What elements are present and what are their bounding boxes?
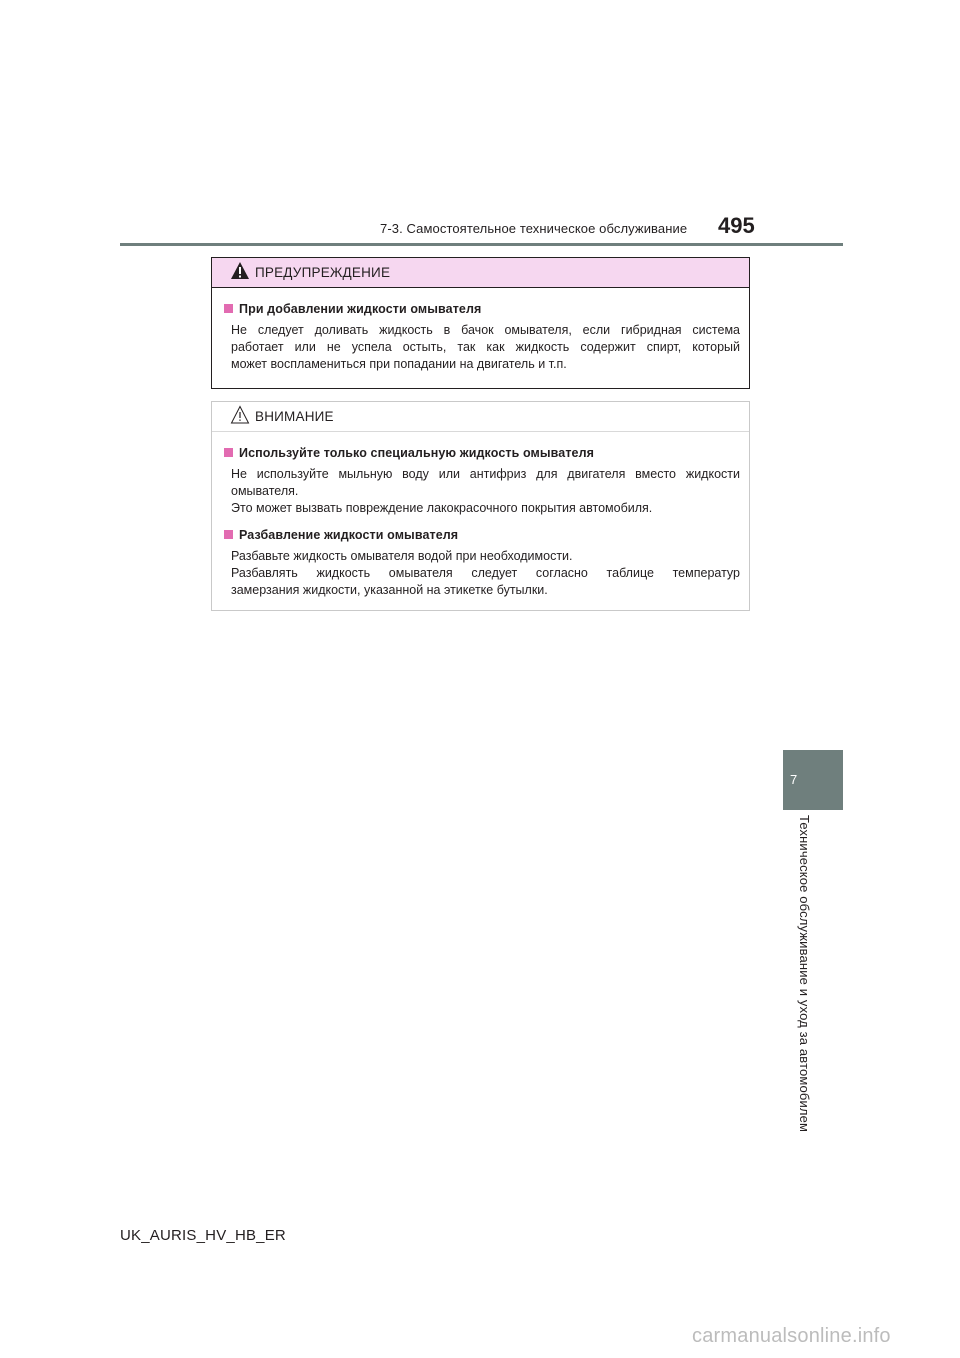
notice-box-header bbox=[212, 402, 749, 432]
page-number: 495 bbox=[718, 213, 755, 238]
bullet-square-icon bbox=[224, 530, 233, 539]
warning-box bbox=[211, 257, 750, 389]
text-line: Это может вызвать повреждение лакокрасочного покрытия автомобиля. bbox=[231, 501, 653, 515]
text-line: замерзания жидкости, указанной на этикетке бутылки. bbox=[231, 583, 548, 597]
bullet-square-icon bbox=[224, 304, 233, 313]
warning-box-body bbox=[212, 288, 749, 373]
section-title: 7-3. Самостоятельное техническое обслуживание bbox=[380, 221, 688, 236]
warning-item-text bbox=[231, 322, 740, 373]
notice-item-text bbox=[231, 548, 740, 599]
text-line: работает или не успела остыть, так как жидкость содержит спирт, который bbox=[231, 340, 740, 354]
text-line: Разбавьте жидкость омывателя водой при необходимости. bbox=[231, 549, 573, 563]
text-line: Не следует доливать жидкость в бачок омывателя, если гибридная система bbox=[231, 323, 740, 337]
warning-item-title bbox=[224, 301, 740, 318]
text-line: Разбавлять жидкость омывателя следует согласно таблице температур bbox=[231, 566, 740, 580]
warning-item-title-text: При добавлении жидкости омывателя bbox=[239, 302, 482, 316]
warning-box-label: ПРЕДУПРЕЖДЕНИЕ bbox=[255, 265, 391, 280]
chapter-number: 7 bbox=[790, 772, 798, 787]
notice-item-title-text: Разбавление жидкости омывателя bbox=[239, 528, 459, 542]
notice-box-label: ВНИМАНИЕ bbox=[255, 409, 334, 424]
document-id: UK_AURIS_HV_HB_ER bbox=[120, 1227, 286, 1244]
text-line: может воспламениться при попадании на двигатель и т.п. bbox=[231, 357, 567, 371]
chapter-side-title: Техническое обслуживание и уход за автомобилем bbox=[797, 815, 812, 1133]
notice-box-body bbox=[212, 432, 749, 599]
caution-triangle-icon bbox=[230, 405, 250, 425]
notice-item-title bbox=[224, 527, 740, 544]
watermark: carmanualsonline.info bbox=[692, 1325, 891, 1347]
bullet-square-icon bbox=[224, 448, 233, 457]
warning-box-header bbox=[212, 258, 749, 288]
text-line: омывателя. bbox=[231, 484, 299, 498]
notice-item-title bbox=[224, 445, 740, 462]
text-line: Не используйте мыльную воду или антифриз для двигателя вместо жидкости bbox=[231, 467, 740, 481]
notice-item-text bbox=[231, 466, 740, 517]
header-divider bbox=[120, 243, 843, 246]
notice-item-title-text: Используйте только специальную жидкость омывателя bbox=[239, 446, 595, 460]
warning-triangle-icon bbox=[230, 261, 250, 281]
notice-box bbox=[211, 401, 750, 611]
chapter-tab bbox=[783, 750, 843, 810]
